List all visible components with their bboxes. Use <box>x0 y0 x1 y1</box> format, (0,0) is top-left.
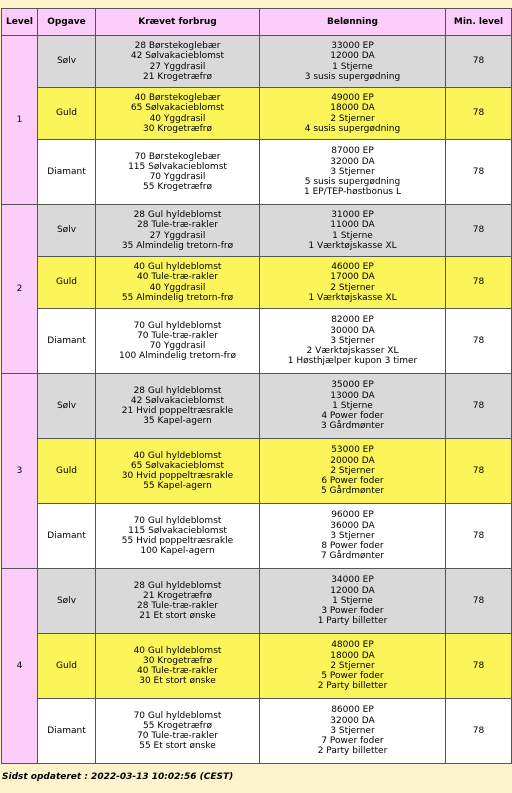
reward-line: 3 Gårdmønter <box>320 421 385 432</box>
requirement-cell <box>96 88 260 140</box>
task-cell: Diamant <box>38 309 96 374</box>
reward-line: 5 susis supergødning <box>304 177 401 188</box>
reward-line: 12000 DA <box>330 585 375 596</box>
reward-line: 1 Stjerne <box>332 61 373 72</box>
reward-line: 12000 DA <box>330 51 375 62</box>
reward-table <box>1 8 512 764</box>
requirement-line: 55 Almindelig tretorn-frø <box>121 292 234 303</box>
reward-line: 2 Party billetter <box>317 746 388 757</box>
reward-cell <box>260 205 446 257</box>
reward-line: 7 Gårdmønter <box>320 551 385 562</box>
reward-line: 1 Stjerne <box>332 400 373 411</box>
table-row <box>2 88 512 140</box>
requirement-line: 40 Gul hyldeblomst <box>133 262 222 273</box>
min-level-cell: 78 <box>446 439 512 504</box>
reward-line: 1 Værktøjskasse XL <box>308 292 397 303</box>
reward-cell <box>260 36 446 88</box>
level-cell: 1 <box>2 36 38 205</box>
requirement-line: 40 Yggdrasil <box>149 113 206 124</box>
reward-cell <box>260 439 446 504</box>
min-level-cell: 78 <box>446 569 512 634</box>
task-cell: Guld <box>38 634 96 699</box>
task-cell: Diamant <box>38 140 96 205</box>
task-cell: Diamant <box>38 504 96 569</box>
requirement-line: 21 Hvid poppeltræsrakle <box>121 406 234 416</box>
requirement-cell <box>96 699 260 764</box>
reward-line: 31000 EP <box>331 210 374 221</box>
reward-cell <box>260 634 446 699</box>
reward-line: 17000 DA <box>330 272 375 283</box>
reward-line: 53000 EP <box>331 445 374 456</box>
requirement-line: 42 Sølvakacieblomst <box>130 395 225 406</box>
reward-cell <box>260 88 446 140</box>
requirement-line: 100 Almindelig tretorn-frø <box>119 351 236 362</box>
reward-line: 3 Stjerner <box>330 166 375 177</box>
last-updated: Sidst opdateret : 2022-03-13 10:02:56 (CEST) <box>2 772 234 782</box>
requirement-line: 70 Tule-træ-rakler <box>137 731 218 741</box>
reward-line: 32000 DA <box>330 156 375 167</box>
reward-line: 3 Stjerner <box>330 335 375 346</box>
reward-line: 46000 EP <box>331 262 374 273</box>
reward-line: 49000 EP <box>331 93 374 104</box>
reward-line: 34000 EP <box>331 575 374 586</box>
requirement-cell <box>96 140 260 205</box>
reward-line: 87000 EP <box>331 146 374 157</box>
requirement-cell <box>96 569 260 634</box>
requirement-line: 70 Yggdrasil <box>149 172 206 182</box>
requirement-line: 70 Tule-træ-rakler <box>137 330 218 341</box>
reward-line: 33000 EP <box>331 41 374 52</box>
requirement-line: 55 Krogetræfrø <box>143 182 212 193</box>
reward-line: 1 EP/TEP-høstbonus L <box>303 187 401 198</box>
reward-line: 82000 EP <box>331 315 374 326</box>
requirement-cell <box>96 439 260 504</box>
min-level-cell: 78 <box>446 88 512 140</box>
task-cell: Sølv <box>38 205 96 257</box>
reward-line: 5 Power foder <box>321 671 384 682</box>
task-cell: Sølv <box>38 374 96 439</box>
table-row <box>2 374 512 439</box>
level-cell: 2 <box>2 205 38 374</box>
min-level-cell: 78 <box>446 699 512 764</box>
requirement-line: 35 Kapel-agern <box>143 416 212 427</box>
requirement-line: 30 Krogetræfrø <box>143 655 212 666</box>
reward-line: 7 Power foder <box>321 736 384 747</box>
requirement-line: 70 Gul hyldeblomst <box>133 515 222 526</box>
reward-line: 3 Stjerner <box>330 725 375 736</box>
table-row <box>2 634 512 699</box>
requirement-line: 70 Gul hyldeblomst <box>133 710 222 721</box>
header-row <box>2 9 512 36</box>
requirement-line: 40 Børstekoglebær <box>134 93 221 104</box>
table-row <box>2 504 512 569</box>
requirement-line: 30 Hvid poppeltræsrakle <box>121 471 234 481</box>
reward-line: 2 Party billetter <box>317 681 388 692</box>
header-task: Opgave <box>38 9 96 36</box>
reward-line: 11000 DA <box>330 220 375 231</box>
header-min-level: Min. level <box>446 9 512 36</box>
requirement-line: 70 Gul hyldeblomst <box>133 320 222 331</box>
requirement-line: 55 Krogetræfrø <box>143 720 212 731</box>
reward-line: 1 Værktøjskasse XL <box>308 240 397 251</box>
reward-line: 1 Stjerne <box>332 595 373 606</box>
requirement-line: 65 Sølvakacieblomst <box>130 103 225 114</box>
requirement-line: 115 Sølvakacieblomst <box>128 525 227 536</box>
table-row <box>2 569 512 634</box>
reward-line: 2 Stjerner <box>330 113 375 124</box>
reward-cell <box>260 140 446 205</box>
min-level-cell: 78 <box>446 309 512 374</box>
reward-cell <box>260 504 446 569</box>
requirement-line: 55 Et stort ønske <box>139 741 216 752</box>
requirement-line: 28 Gul hyldeblomst <box>133 385 222 396</box>
reward-line: 4 Power foder <box>321 411 384 422</box>
reward-line: 1 Høsthjælper kupon 3 timer <box>287 356 418 367</box>
requirement-cell <box>96 634 260 699</box>
reward-line: 2 Værktøjskasser XL <box>306 346 399 357</box>
reward-line: 5 Gårdmønter <box>320 486 385 497</box>
reward-line: 3 susis supergødning <box>304 71 401 82</box>
requirement-cell <box>96 374 260 439</box>
requirement-line: 40 Tule-træ-rakler <box>137 272 218 283</box>
reward-line: 6 Power foder <box>321 476 384 487</box>
table-row <box>2 205 512 257</box>
table-row <box>2 140 512 205</box>
reward-line: 2 Stjerner <box>330 465 375 476</box>
requirement-line: 70 Yggdrasil <box>149 341 206 351</box>
task-cell: Diamant <box>38 699 96 764</box>
min-level-cell: 78 <box>446 257 512 309</box>
min-level-cell: 78 <box>446 205 512 257</box>
min-level-cell: 78 <box>446 36 512 88</box>
requirement-cell <box>96 205 260 257</box>
requirement-line: 40 Tule-træ-rakler <box>137 666 218 676</box>
requirement-cell <box>96 309 260 374</box>
reward-line: 2 Stjerner <box>330 282 375 293</box>
reward-line: 35000 EP <box>331 380 374 391</box>
requirement-line: 27 Yggdrasil <box>149 230 206 241</box>
reward-line: 18000 DA <box>330 103 375 114</box>
header-reward: Belønning <box>260 9 446 36</box>
requirement-line: 115 Sølvakacieblomst <box>128 161 227 172</box>
task-cell: Guld <box>38 88 96 140</box>
reward-line: 1 Stjerne <box>332 230 373 241</box>
requirement-line: 28 Tule-træ-rakler <box>137 601 218 611</box>
requirement-line: 30 Krogetræfrø <box>143 123 212 134</box>
min-level-cell: 78 <box>446 140 512 205</box>
reward-line: 8 Power foder <box>321 541 384 552</box>
requirement-line: 21 Et stort ønske <box>139 611 216 622</box>
reward-line: 32000 DA <box>330 715 375 726</box>
table-row <box>2 257 512 309</box>
requirement-line: 40 Gul hyldeblomst <box>133 450 222 461</box>
requirement-line: 40 Gul hyldeblomst <box>133 645 222 656</box>
reward-line: 30000 DA <box>330 325 375 336</box>
reward-line: 18000 DA <box>330 650 375 661</box>
requirement-line: 100 Kapel-agern <box>140 546 215 557</box>
requirement-line: 28 Gul hyldeblomst <box>133 580 222 591</box>
requirement-line: 35 Almindelig tretorn-frø <box>121 240 234 251</box>
reward-cell <box>260 257 446 309</box>
requirement-cell <box>96 36 260 88</box>
task-cell: Guld <box>38 257 96 309</box>
reward-line: 4 susis supergødning <box>304 123 401 134</box>
header-requirement: Krævet forbrug <box>96 9 260 36</box>
task-cell: Sølv <box>38 36 96 88</box>
table-row <box>2 699 512 764</box>
requirement-line: 28 Børstekoglebær <box>134 41 221 52</box>
reward-line: 1 Party billetter <box>317 616 388 627</box>
reward-cell <box>260 699 446 764</box>
header-level: Level <box>2 9 38 36</box>
reward-line: 36000 DA <box>330 520 375 531</box>
reward-cell <box>260 309 446 374</box>
reward-line: 20000 DA <box>330 455 375 466</box>
reward-line: 96000 EP <box>331 510 374 521</box>
requirement-line: 65 Sølvakacieblomst <box>130 460 225 471</box>
min-level-cell: 78 <box>446 374 512 439</box>
requirement-line: 28 Tule-træ-rakler <box>137 220 218 231</box>
requirement-line: 55 Hvid poppeltræsrakle <box>121 536 234 546</box>
task-cell: Sølv <box>38 569 96 634</box>
min-level-cell: 78 <box>446 634 512 699</box>
level-cell: 3 <box>2 374 38 569</box>
requirement-line: 28 Gul hyldeblomst <box>133 210 222 221</box>
reward-line: 3 Power foder <box>321 606 384 617</box>
requirement-line: 30 Et stort ønske <box>139 676 216 687</box>
reward-line: 2 Stjerner <box>330 660 375 671</box>
reward-cell <box>260 374 446 439</box>
requirement-line: 70 Børstekoglebær <box>134 151 221 162</box>
requirement-cell <box>96 504 260 569</box>
min-level-cell: 78 <box>446 504 512 569</box>
requirement-line: 27 Yggdrasil <box>149 61 206 72</box>
requirement-line: 55 Kapel-agern <box>143 481 212 492</box>
requirement-line: 40 Yggdrasil <box>149 282 206 293</box>
reward-line: 13000 DA <box>330 390 375 401</box>
reward-line: 3 Stjerner <box>330 530 375 541</box>
requirement-line: 42 Sølvakacieblomst <box>130 51 225 62</box>
table-row <box>2 309 512 374</box>
task-cell: Guld <box>38 439 96 504</box>
reward-line: 48000 EP <box>331 640 374 651</box>
requirement-cell <box>96 257 260 309</box>
requirement-line: 21 Krogetræfrø <box>143 71 212 82</box>
reward-cell <box>260 569 446 634</box>
level-cell: 4 <box>2 569 38 764</box>
table-row <box>2 36 512 88</box>
reward-line: 86000 EP <box>331 705 374 716</box>
table-row <box>2 439 512 504</box>
requirement-line: 21 Krogetræfrø <box>143 590 212 601</box>
